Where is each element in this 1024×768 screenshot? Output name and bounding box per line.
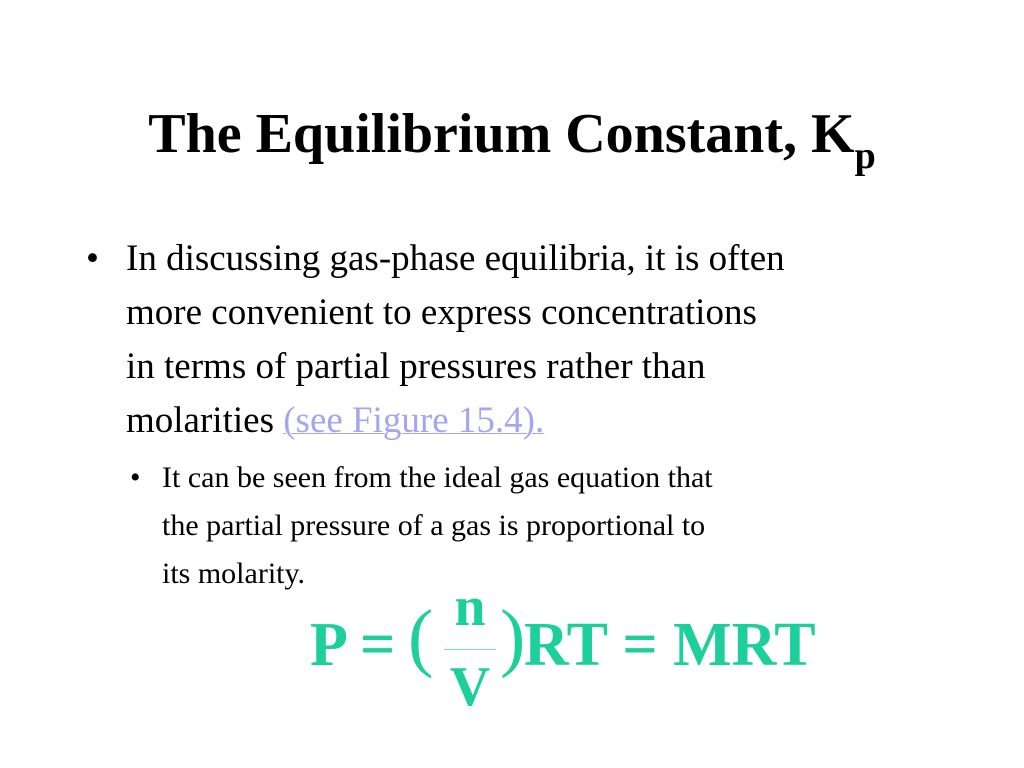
bullet-sub-line-3: its molarity. xyxy=(162,557,306,590)
bullet-main-line-4-text: molarities xyxy=(126,400,284,441)
fraction-bar xyxy=(444,649,496,650)
ideal-gas-equation xyxy=(310,576,830,725)
bullet-sub-text xyxy=(162,454,910,598)
slide-title xyxy=(0,98,1024,177)
title-main: The Equilibrium Constant, K xyxy=(148,103,855,165)
bullet-main-line-4 xyxy=(126,394,966,448)
bullet-main xyxy=(86,232,966,448)
bullet-sub-line-1: It can be seen from the ideal gas equation that xyxy=(162,461,713,494)
figure-link[interactable]: (see Figure 15.4). xyxy=(283,400,545,441)
equation-lhs: P = xyxy=(310,611,396,679)
bullet-sub xyxy=(130,454,910,598)
bullet-main-line-2: more convenient to express concentrations xyxy=(126,292,757,333)
bullet-sub-line-2: the partial pressure of a gas is proportional to xyxy=(162,509,706,542)
bullet-main-text xyxy=(126,232,966,448)
equation-close-paren: ) xyxy=(500,595,526,679)
sub-bullet-marker: • xyxy=(130,461,141,494)
equation-denominator: V xyxy=(449,656,491,718)
bullet-marker: • xyxy=(86,238,99,279)
equation-numerator: n xyxy=(454,576,486,638)
equation-rhs: RT = MRT xyxy=(524,611,816,679)
bullet-main-line-3: in terms of partial pressures rather than xyxy=(126,346,706,387)
bullet-main-line-1: In discussing gas-phase equilibria, it is often xyxy=(126,238,785,279)
title-subscript: p xyxy=(854,135,876,177)
equation-open-paren: ( xyxy=(408,595,434,679)
